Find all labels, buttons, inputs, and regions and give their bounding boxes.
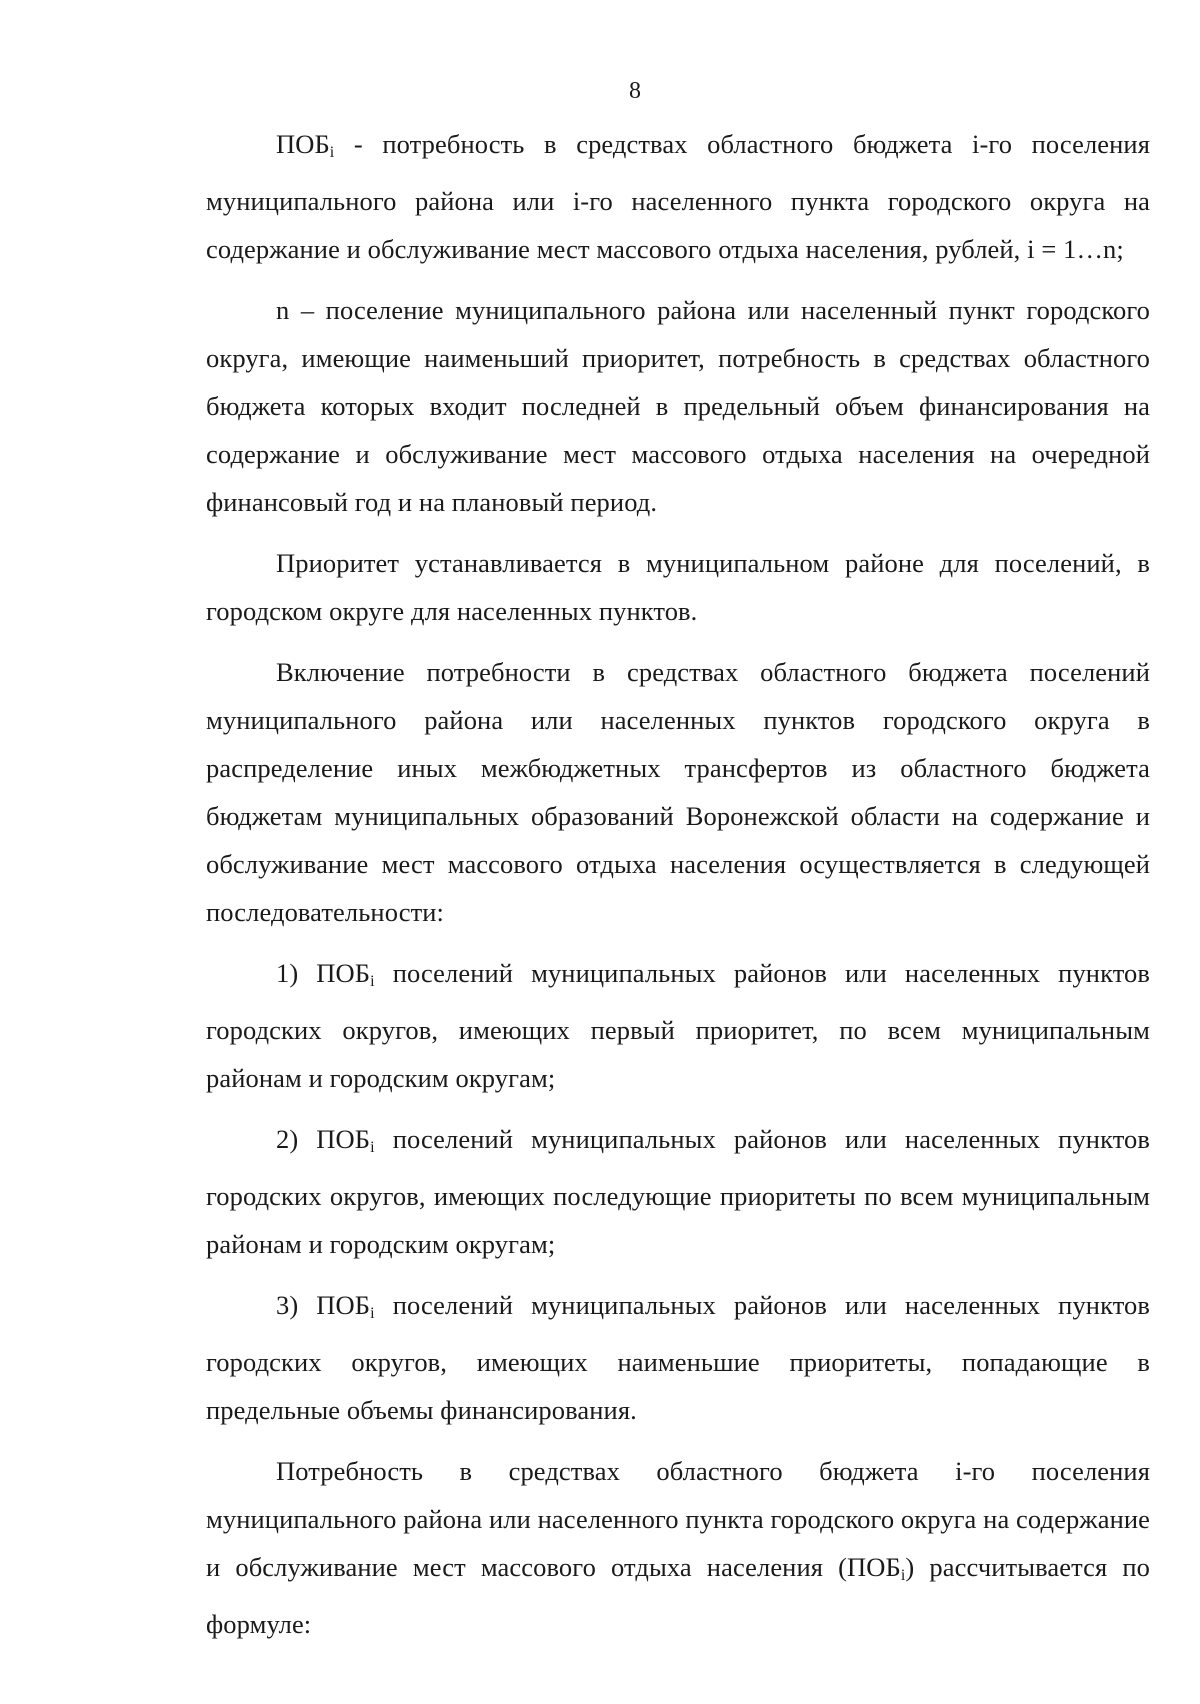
list-item-lead: 1) ПОБ (276, 958, 371, 988)
paragraph-text: поселений муниципальных районов или населенных пунктов городских округов, имеющих последующие приоритеты по всем муниципальным районам и городским округам; (206, 1124, 1150, 1259)
paragraph-text-tail: ) рассчитывается по формуле: (206, 1552, 1150, 1639)
paragraph-text: Потребность в средствах областного бюджета i-го поселения муниципального района или населенного пункта городского округа на содержание и обслуживание мест массового отдыха населения (ПОБ (206, 1456, 1150, 1582)
subscript-i: i (370, 1139, 375, 1156)
paragraph-text: поселений муниципальных районов или населенных пунктов городских округов, имеющих первый приоритет, по всем муниципальным районам и городским округам; (206, 958, 1150, 1093)
document-body (206, 120, 1150, 1648)
paragraph-priority (206, 539, 1150, 635)
page-number: 8 (629, 78, 641, 104)
subscript-i: i (370, 1305, 375, 1322)
paragraph-pob-definition (206, 120, 1150, 273)
list-item-2 (206, 1115, 1150, 1268)
list-item-lead: 2) ПОБ (276, 1124, 371, 1154)
list-item-3 (206, 1281, 1150, 1434)
paragraph-text: - потребность в средствах областного бюджета i-го поселения муниципального района или i-го населенного пункта городского округа на содержание и обслуживание мест массового отдыха населения, рублей, i = 1…n; (206, 129, 1150, 264)
paragraph-n-definition (206, 286, 1150, 526)
paragraph-text: Включение потребности в средствах областного бюджета поселений муниципального района или населенных пунктов городского округа в распределение иных межбюджетных трансфертов из областного бюджета бюджетам муниципальных образований Воронежской области на содержание и обслуживание мест массового отдыха населения осуществляется в следующей последовательности: (206, 657, 1150, 927)
list-item-lead: 3) ПОБ (276, 1290, 371, 1320)
paragraph-inclusion (206, 648, 1150, 936)
subscript-i: i (900, 1567, 906, 1584)
paragraph-text: Приоритет устанавливается в муниципальном районе для поселений, в городском округе для населенных пунктов. (206, 548, 1150, 626)
subscript-i: i (329, 144, 335, 161)
paragraph-text: поселений муниципальных районов или населенных пунктов городских округов, имеющих наименьшие приоритеты, попадающие в предельные объемы финансирования. (206, 1290, 1150, 1425)
list-item-1 (206, 949, 1150, 1102)
subscript-i: i (370, 973, 375, 990)
term-pob: ПОБ (276, 129, 330, 159)
paragraph-formula-intro (206, 1447, 1150, 1648)
paragraph-text: n – поселение муниципального района или населенный пункт городского округа, имеющие наименьший приоритет, потребность в средствах областного бюджета которых входит последней в предельный объем финансирования на содержание и обслуживание мест массового отдыха населения на очередной финансовый год и на плановый период. (206, 295, 1150, 517)
